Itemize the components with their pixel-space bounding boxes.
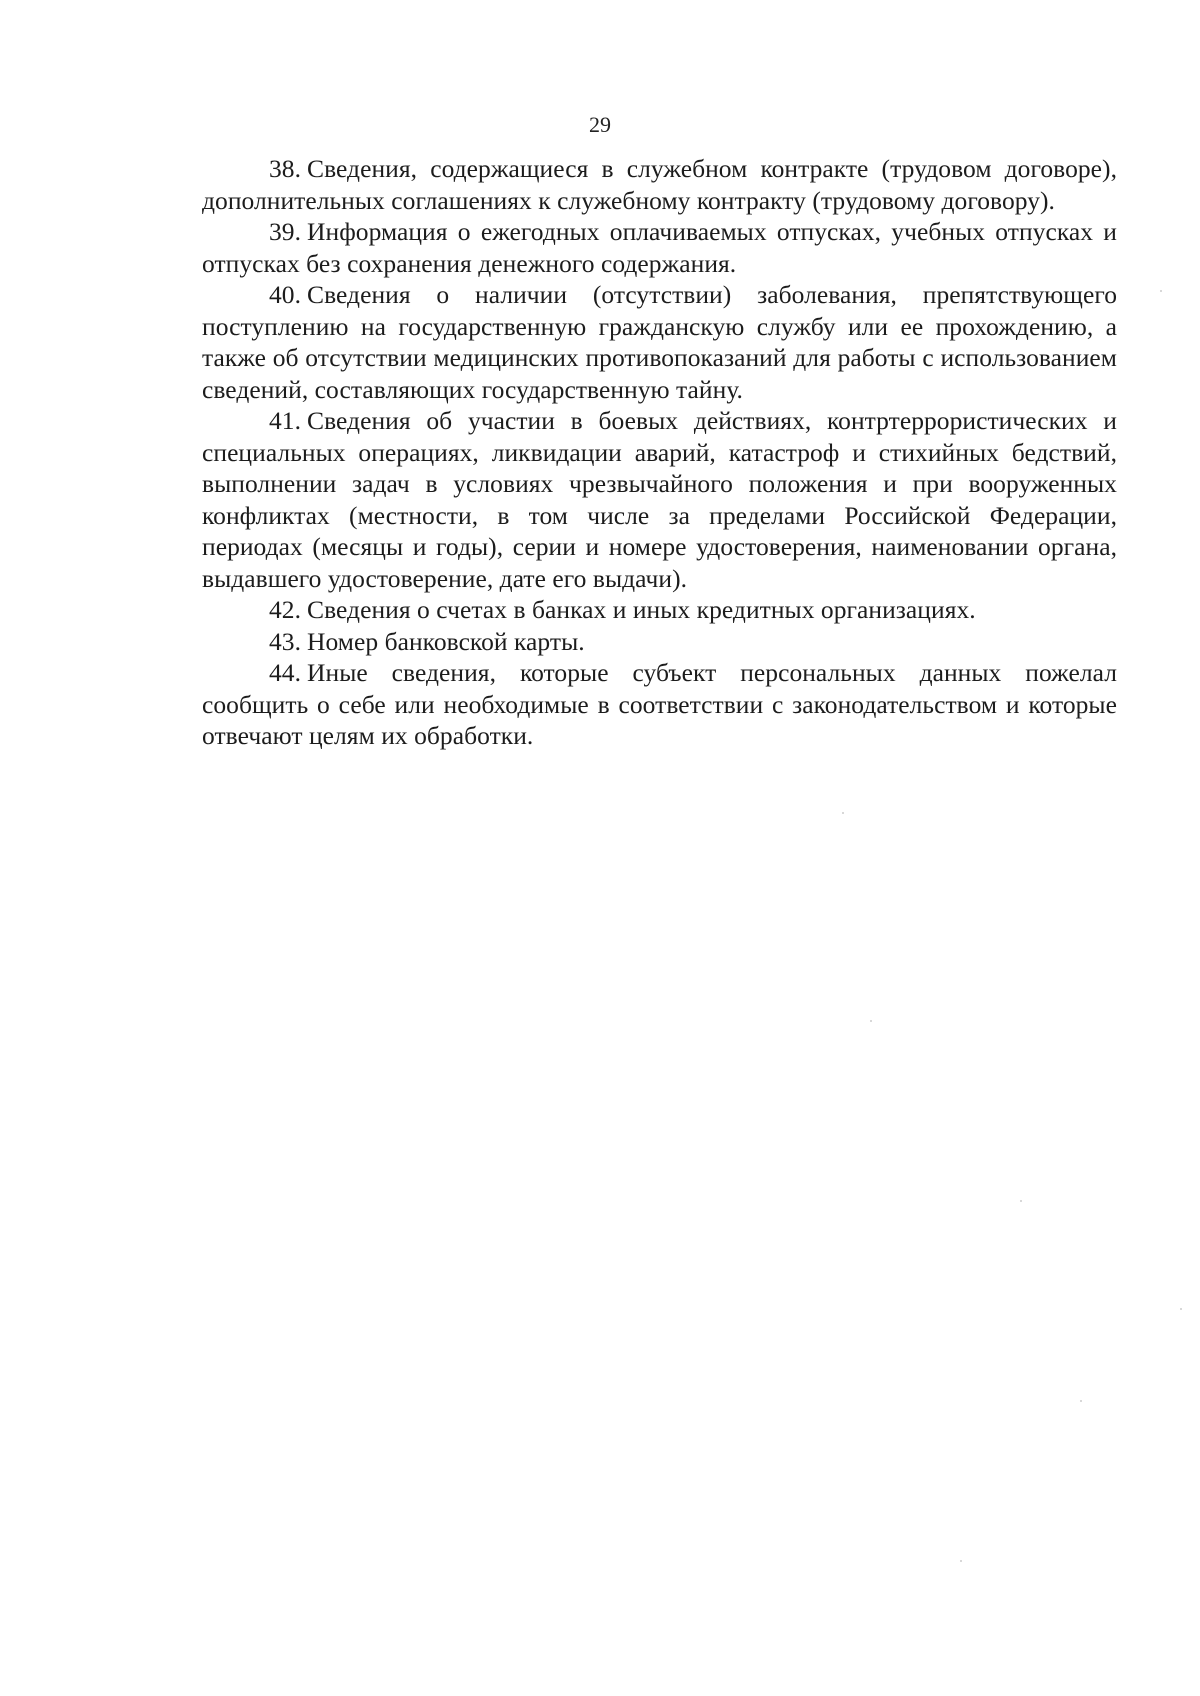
item-number: 43.: [269, 626, 302, 656]
list-item-44: [202, 657, 1117, 752]
item-text: Сведения об участии в боевых действиях, контртеррористических и специальных операциях, ликвидации аварий, катастроф и стихийных бедствий, выполнении задач в условиях чрезвычайного положения и при вооруженных конфликтах (местности, в том числе за пределами Российской Федерации, периодах (месяцы и годы), серии и номере удостоверения, наименовании органа, выдавшего удостоверение, дате его выдачи).: [202, 406, 1117, 593]
item-text: Иные сведения, которые субъект персональных данных пожелал сообщить о себе или необходимые в соответствии с законодательством и которые отвечают целям их обработки.: [202, 658, 1117, 750]
item-number: 44.: [269, 658, 302, 687]
item-number: 42.: [269, 595, 302, 624]
list-item-41: [202, 405, 1117, 594]
list-item-40: [202, 279, 1117, 405]
item-text: Сведения, содержащиеся в служебном контракте (трудовом договоре), дополнительных соглашениях к служебному контракту (трудовому договору).: [202, 154, 1117, 215]
item-text: Информация о ежегодных оплачиваемых отпусках, учебных отпусках и отпусках без сохранения денежного содержания.: [202, 217, 1117, 278]
item-number: 38.: [269, 154, 302, 183]
document-body: [202, 153, 1117, 752]
item-text: Номер банковской карты.: [307, 626, 585, 656]
scan-speck: [1080, 1400, 1082, 1402]
scan-speck: [1020, 1200, 1022, 1202]
list-item-39: [202, 216, 1117, 279]
item-text: Сведения о наличии (отсутствии) заболевания, препятствующего поступлению на государственную гражданскую службу или ее прохождению, а также об отсутствии медицинских противопоказаний для работы с использованием сведений, составляющих государственную тайну.: [202, 280, 1117, 404]
item-number: 41.: [269, 406, 302, 435]
page-number: 29: [589, 112, 611, 137]
list-item-43: [202, 626, 1117, 658]
scan-speck: [960, 1560, 962, 1562]
scan-speck: [1160, 290, 1162, 292]
item-text: Сведения о счетах в банках и иных кредитных организациях.: [307, 595, 976, 624]
scan-speck: [1180, 1308, 1182, 1310]
scan-speck: [870, 1020, 872, 1022]
scan-speck: [842, 812, 844, 814]
list-item-38: [202, 153, 1117, 216]
item-number: 40.: [269, 280, 302, 309]
list-item-42: [202, 594, 1117, 626]
item-number: 39.: [269, 217, 302, 246]
